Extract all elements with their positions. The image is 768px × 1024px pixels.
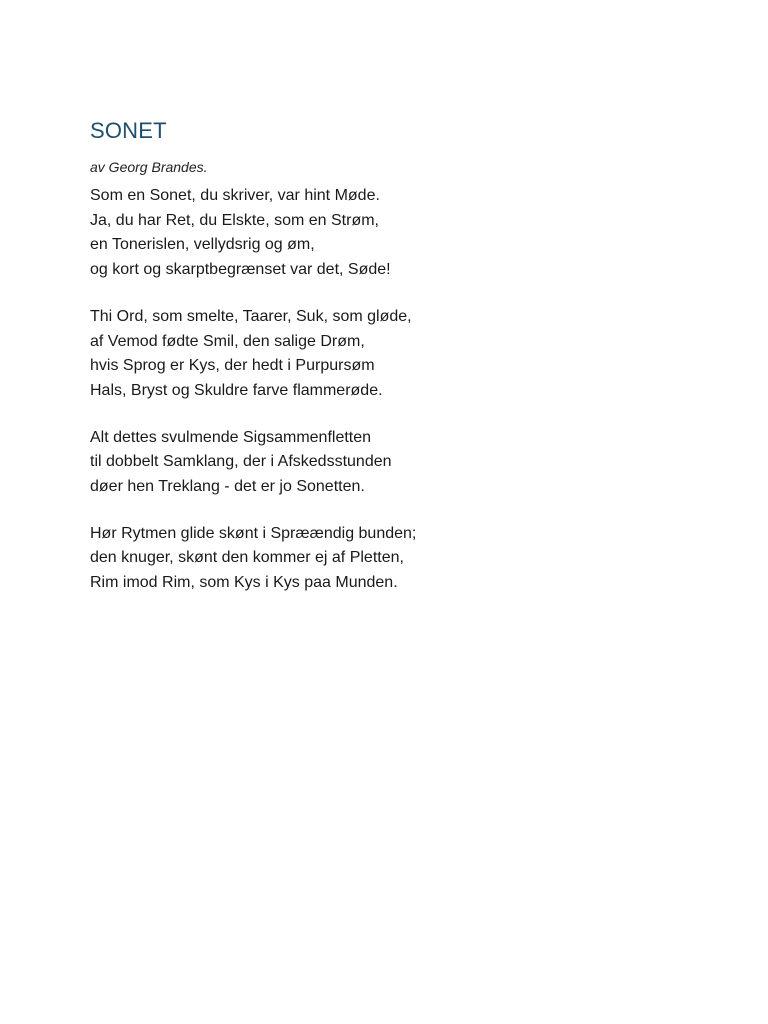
stanza-1 bbox=[90, 184, 690, 283]
poem-line: hvis Sprog er Kys, der hedt i Purpursøm bbox=[90, 357, 375, 375]
poem-line: døer hen Treklang - det er jo Sonetten. bbox=[90, 478, 365, 496]
poem-line: Ja, du har Ret, du Elskte, som en Strøm, bbox=[90, 211, 379, 229]
stanza-4 bbox=[90, 522, 690, 596]
poem-line: Hals, Bryst og Skuldre farve flammerøde. bbox=[90, 381, 383, 399]
poem-line: Rim imod Rim, som Kys i Kys paa Munden. bbox=[90, 574, 398, 592]
poem-line: den knuger, skønt den kommer ej af Pletten, bbox=[90, 549, 404, 567]
poem-line: en Tonerislen, vellydsrig og øm, bbox=[90, 236, 315, 254]
poem-line: Som en Sonet, du skriver, var hint Møde. bbox=[90, 187, 380, 204]
poem-line: Thi Ord, som smelte, Taarer, Suk, som gløde, bbox=[90, 307, 412, 325]
poem-byline: av Georg Brandes. bbox=[90, 159, 208, 175]
poem-line: til dobbelt Samklang, der i Afskedsstunden bbox=[90, 453, 392, 471]
stanza-3 bbox=[90, 426, 690, 500]
poem-body bbox=[90, 184, 690, 596]
stanza-2 bbox=[90, 305, 690, 404]
poem-line: Alt dettes svulmende Sigsammenfletten bbox=[90, 428, 372, 446]
poem-title: SONET bbox=[90, 118, 167, 143]
poem-line: Hør Rytmen glide skønt i Spræændig bunden; bbox=[90, 524, 417, 542]
poem-line: af Vemod fødte Smil, den salige Drøm, bbox=[90, 332, 365, 350]
poem-container bbox=[90, 117, 690, 618]
poem-line: og kort og skarptbegrænset var det, Søde! bbox=[90, 261, 391, 279]
